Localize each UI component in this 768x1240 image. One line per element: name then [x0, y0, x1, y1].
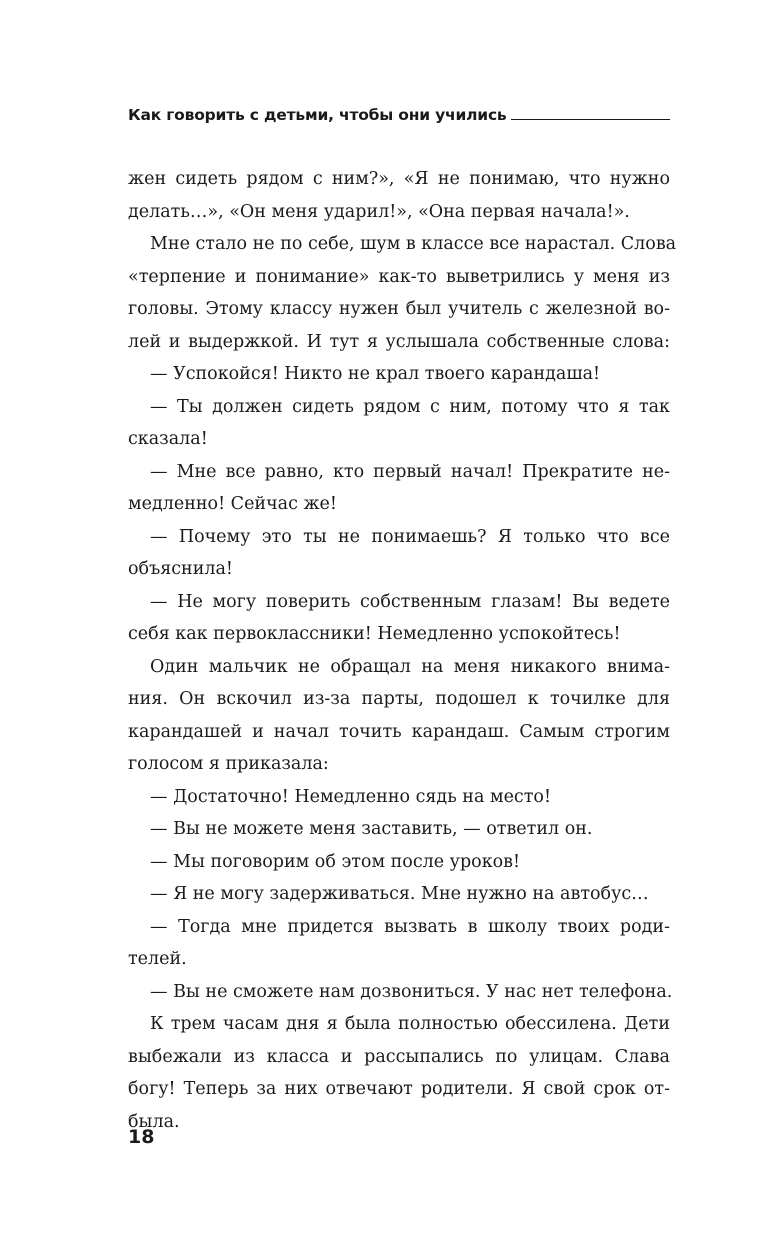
- text-line: была.: [128, 1111, 180, 1132]
- dialogue-line: — Вы не сможете нам дозвониться. У нас нет телефона.: [150, 981, 673, 1002]
- dialogue-line: сказала!: [128, 429, 208, 449]
- dialogue-line: — Мы поговорим об этом после уроков!: [150, 851, 521, 872]
- page-number: 18: [128, 1126, 155, 1148]
- running-header-title: Как говорить с детьми, чтобы они учились: [128, 106, 507, 124]
- dialogue-line: — Я не могу задерживаться. Мне нужно на автобус…: [150, 884, 649, 904]
- dialogue-line: медленно! Сейчас же!: [128, 494, 337, 514]
- text-line: головы. Этому классу нужен был учитель с железной во-: [128, 299, 670, 319]
- body-text: [128, 163, 677, 1138]
- dialogue-line: объяснила!: [128, 559, 233, 579]
- text-line: делать…», «Он меня ударил!», «Она первая начала!».: [128, 201, 630, 222]
- text-line: карандашей и начал точить карандаш. Самым строгим: [128, 721, 670, 742]
- dialogue-line: — Успокойся! Никто не крал твоего карандаша!: [150, 364, 601, 384]
- text-line: «терпение и понимание» как-то выветрились у меня из: [128, 266, 670, 287]
- dialogue-line: — Достаточно! Немедленно сядь на место!: [150, 786, 551, 807]
- dialogue-line: — Ты должен сидеть рядом с ним, потому что я так: [150, 396, 670, 417]
- text-line: богу! Теперь за них отвечают родители. Я свой срок от-: [128, 1079, 670, 1099]
- text-line: ния. Он вскочил из-за парты, подошел к точилке для: [128, 689, 670, 709]
- text-line: выбежали из класса и рассыпались по улицам. Слава: [128, 1046, 670, 1067]
- dialogue-line: телей.: [128, 949, 187, 969]
- dialogue-line: — Вы не можете меня заставить, — ответил он.: [150, 819, 593, 839]
- text-line: Один мальчик не обращал на меня никакого внима-: [150, 656, 670, 677]
- header-rule: [511, 119, 670, 120]
- dialogue-line: себя как первоклассники! Немедленно успокойтесь!: [128, 624, 621, 644]
- dialogue-line: — Тогда мне придется вызвать в школу твоих роди-: [150, 916, 670, 937]
- text-line: Мне стало не по себе, шум в классе все нарастал. Слова: [150, 234, 677, 254]
- running-header: [128, 100, 670, 124]
- text-line: лей и выдержкой. И тут я услышала собственные слова:: [128, 331, 670, 352]
- text-line: голосом я приказала:: [128, 754, 329, 774]
- dialogue-line: — Не могу поверить собственным глазам! Вы ведете: [150, 591, 670, 612]
- text-line: жен сидеть рядом с ним?», «Я не понимаю, что нужно: [128, 169, 670, 189]
- dialogue-line: — Почему это ты не понимаешь? Я только что все: [150, 526, 670, 547]
- dialogue-line: — Мне все равно, кто первый начал! Прекратите не-: [150, 461, 670, 482]
- text-line: К трем часам дня я была полностью обессилена. Дети: [150, 1014, 670, 1034]
